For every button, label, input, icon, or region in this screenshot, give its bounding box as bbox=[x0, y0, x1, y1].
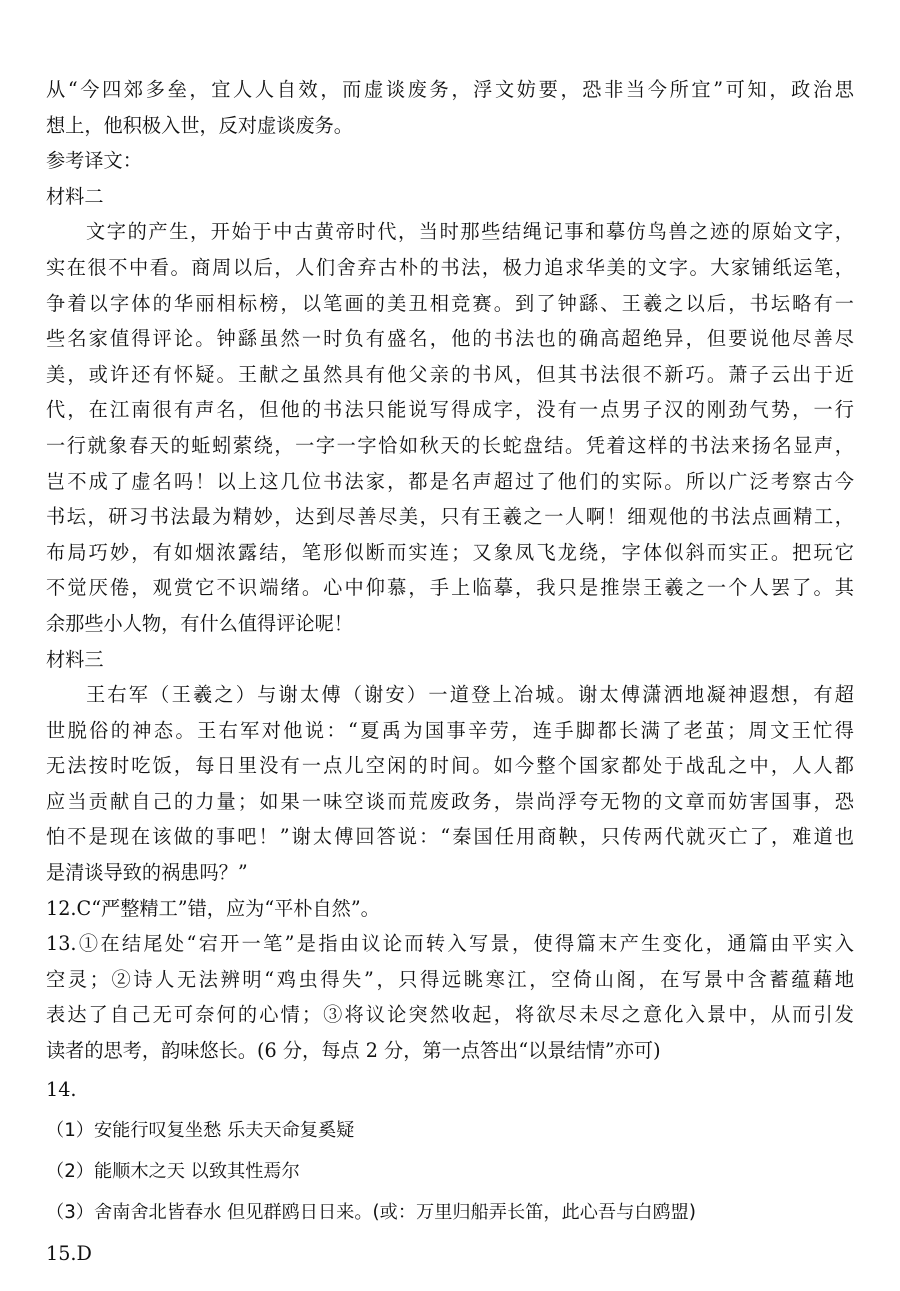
answer-13-line-1: 13.①在结尾处“宕开一笔”是指由议论而转入写景，使得篇末产生变化，通篇由平实入 bbox=[46, 932, 854, 956]
text-line-9: 美，或许还有怀疑。王献之虽然具有他父亲的书风，但其书法很不新巧。萧子云出于近 bbox=[46, 362, 854, 386]
text-line-7: 争着以字体的华丽相标榜，以笔画的美丑相竞赛。到了钟繇、王羲之以后，书坛略有一 bbox=[46, 291, 854, 315]
answer-12: 12.C“严整精工”错，应为“平朴自然”。 bbox=[46, 896, 380, 920]
text-line-13: 书坛，研习书法最为精妙，达到尽善尽美，只有王羲之一人啊！细观他的书法点画精工， bbox=[46, 505, 854, 529]
heading-material-3: 材料三 bbox=[46, 647, 104, 671]
heading-material-2: 材料二 bbox=[46, 184, 104, 208]
text-line-10: 代，在江南很有声名，但他的书法只能说写得成字，没有一点男子汉的刚劲气势，一行 bbox=[46, 398, 854, 422]
text-line-23: 是清谈导致的祸患吗？” bbox=[46, 861, 248, 885]
text-line-1: 从“今四郊多垒，宜人人自效，而虚谈废务，浮文妨要，恐非当今所宜”可知，政治思 bbox=[46, 78, 854, 101]
text-line-8: 些名家值得评论。钟繇虽然一时负有盛名，他的书法也的确高超绝异，但要说他尽善尽 bbox=[46, 327, 854, 351]
answer-15: 15.D bbox=[46, 1241, 92, 1265]
text-line-5: 文字的产生，开始于中古黄帝时代，当时那些结绳记事和摹仿鸟兽之迹的原始文字， bbox=[86, 220, 854, 244]
answer-14-item-1: （1）安能行叹复坐愁 乐夫天命复奚疑 bbox=[46, 1119, 355, 1141]
answer-13-line-4: 读者的思考，韵味悠长。(6 分，每点 2 分，第一点答出“以景结情”亦可) bbox=[46, 1039, 661, 1063]
text-line-22: 怕不是现在该做的事吧！”谢太傅回答说：“秦国任用商鞅，只传两代就灭亡了，难道也 bbox=[46, 825, 854, 849]
text-line-15: 不觉厌倦，观赏它不识端绪。心中仰慕，手上临摹，我只是推崇王羲之一个人罢了。其 bbox=[46, 576, 854, 600]
answer-13-line-3: 表达了自己无可奈何的心情；③将议论突然收起，将欲尽未尽之意化入景中，从而引发 bbox=[46, 1003, 854, 1027]
text-line-21: 应当贡献自己的力量；如果一味空谈而荒废政务，崇尚浮夸无物的文章而妨害国事，恐 bbox=[46, 789, 854, 813]
text-line-11: 一行就象春天的蚯蚓萦绕，一字一字恰如秋天的长蛇盘结。凭着这样的书法来扬名显声， bbox=[46, 433, 854, 457]
answer-14-item-3: （3）舍南舍北皆春水 但见群鸥日日来。(或：万里归船弄长笛，此心吾与白鸥盟) bbox=[46, 1201, 696, 1223]
document-page bbox=[46, 72, 854, 1274]
text-line-20: 无法按时吃饭，每日里没有一点儿空闲的时间。如今整个国家都处于战乱之中，人人都 bbox=[46, 754, 854, 778]
answer-13-line-2: 空灵；②诗人无法辨明“鸡虫得失”，只得远眺寒江，空倚山阁，在写景中含蓄蕴藉地 bbox=[46, 967, 854, 991]
text-line-18: 王右军（王羲之）与谢太傅（谢安）一道登上冶城。谢太傅潇洒地凝神遐想，有超 bbox=[86, 683, 854, 707]
text-line-6: 实在很不中看。商周以后，人们舍弃古朴的书法，极力追求华美的文字。大家铺纸运笔， bbox=[46, 255, 854, 279]
heading-translation: 参考译文： bbox=[46, 149, 142, 173]
text-line-19: 世脱俗的神态。王右军对他说：“夏禹为国事辛劳，连手脚都长满了老茧；周文王忙得 bbox=[46, 718, 854, 742]
answer-14-item-2: （2）能顺木之天 以致其性焉尔 bbox=[46, 1160, 300, 1182]
answer-14-label: 14. bbox=[46, 1077, 77, 1101]
text-line-14: 布局巧妙，有如烟浓露结，笔形似断而实连；又象凤飞龙绕，字体似斜而实正。把玩它 bbox=[46, 540, 854, 564]
text-line-2: 想上，他积极入世，反对虚谈废务。 bbox=[46, 113, 353, 137]
text-line-16: 余那些小人物，有什么值得评论呢！ bbox=[46, 611, 353, 635]
text-line-12: 岂不成了虚名吗！以上这几位书法家，都是名声超过了他们的实际。所以广泛考察古今 bbox=[46, 469, 854, 493]
